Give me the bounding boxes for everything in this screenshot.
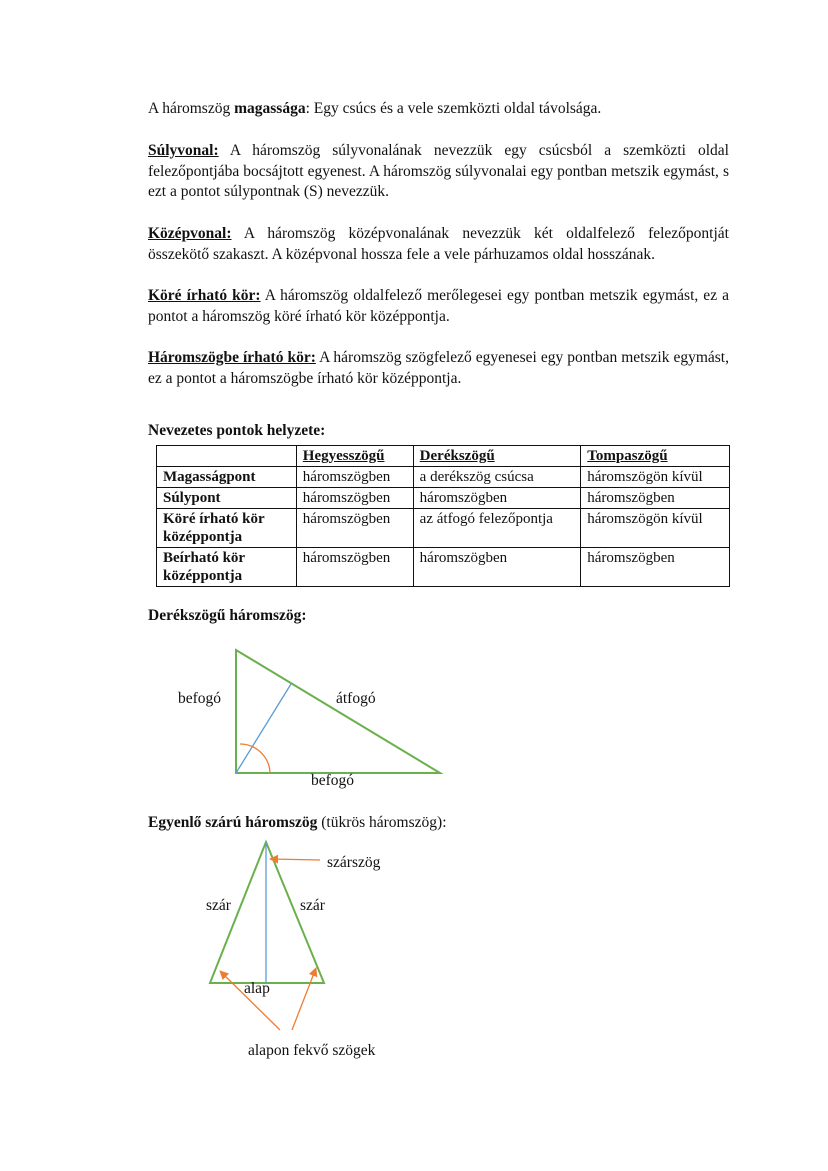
circumcircle-term: Köré írható kör:	[148, 287, 261, 304]
height-prefix: A háromszög	[148, 100, 235, 117]
apex-angle-arrow	[270, 859, 320, 860]
incircle-text: A háromszög szögfelező egyenesei egy pontban metszik egymást, ez a pontot a háromszögbe írható kör középpontja.	[148, 349, 729, 387]
table-cell: a derékszög csúcsa	[413, 467, 581, 488]
right-triangle-shape	[236, 650, 440, 773]
height-text: : Egy csúcs és a vele szemközti oldal távolsága.	[305, 100, 602, 117]
isosceles-title-rest: (tükrös háromszög):	[317, 814, 447, 831]
table-cell: háromszögben	[296, 548, 413, 587]
circumcircle-text: A háromszög oldalfelező merőlegesei egy pontban metszik egymást, ez a pontot a háromszög köré írható kör középpontja.	[148, 287, 730, 325]
label-apex-angle: szárszög	[327, 854, 381, 871]
table-cell: háromszögben	[413, 548, 581, 587]
label-leg-vertical: befogó	[178, 690, 222, 707]
label-leg-horizontal: befogó	[311, 772, 355, 789]
table-title: Nevezetes pontok helyzete:	[148, 422, 326, 439]
table-header-right: Derékszögű	[413, 446, 581, 467]
isosceles-triangle-diagram	[210, 842, 324, 1030]
median-term: Súlyvonal:	[148, 142, 219, 159]
height-term: magassága	[234, 100, 306, 117]
incircle-term: Háromszögbe írható kör:	[148, 349, 316, 366]
midline-text: A háromszög középvonalának nevezzük két oldalfelező felezőpontját összekötő szakaszt. A középvonal hossza fele a vele párhuzamos oldal hosszának.	[148, 225, 729, 263]
table-header-acute: Hegyesszögű	[296, 446, 413, 467]
median-text: A háromszög súlyvonalának nevezzük egy csúcsból a szemközti oldal felezőpontjába bocsájtott egyenest. A háromszög súlyvonalai egy pontban metszik egymást, s ezt a pontot súlypontnak (S) nevezzük.	[148, 142, 729, 200]
label-leg-left: szár	[206, 897, 231, 914]
base-angle-arrow-right	[292, 968, 316, 1030]
table-row-header: Köré írható kör középpontja	[157, 509, 297, 548]
label-hypotenuse: átfogó	[336, 690, 376, 707]
table-cell: háromszögben	[296, 488, 413, 509]
right-triangle-diagram	[236, 650, 440, 773]
table-header-obtuse: Tompaszögű	[581, 446, 730, 467]
table-cell: háromszögben	[296, 467, 413, 488]
table-cell: háromszögben	[413, 488, 581, 509]
isosceles-title-bold: Egyenlő szárú háromszög	[148, 814, 318, 831]
label-base-angles: alapon fekvő szögek	[248, 1042, 376, 1059]
table-cell: az átfogó felezőpontja	[413, 509, 581, 548]
midline-term: Középvonal:	[148, 225, 232, 242]
label-leg-right: szár	[300, 897, 325, 914]
table-cell: háromszögben	[296, 509, 413, 548]
label-base: alap	[244, 980, 270, 997]
table-row-header: Súlypont	[157, 488, 297, 509]
table-row-header: Magasságpont	[157, 467, 297, 488]
table-cell: háromszögön kívül	[581, 509, 730, 548]
right-triangle-altitude	[236, 684, 291, 773]
table-row-header: Beírható kör középpontja	[157, 548, 297, 587]
table-cell: háromszögben	[581, 548, 730, 587]
table-cell: háromszögben	[581, 488, 730, 509]
table-cell: háromszögön kívül	[581, 467, 730, 488]
right-triangle-title: Derékszögű háromszög:	[148, 607, 307, 624]
